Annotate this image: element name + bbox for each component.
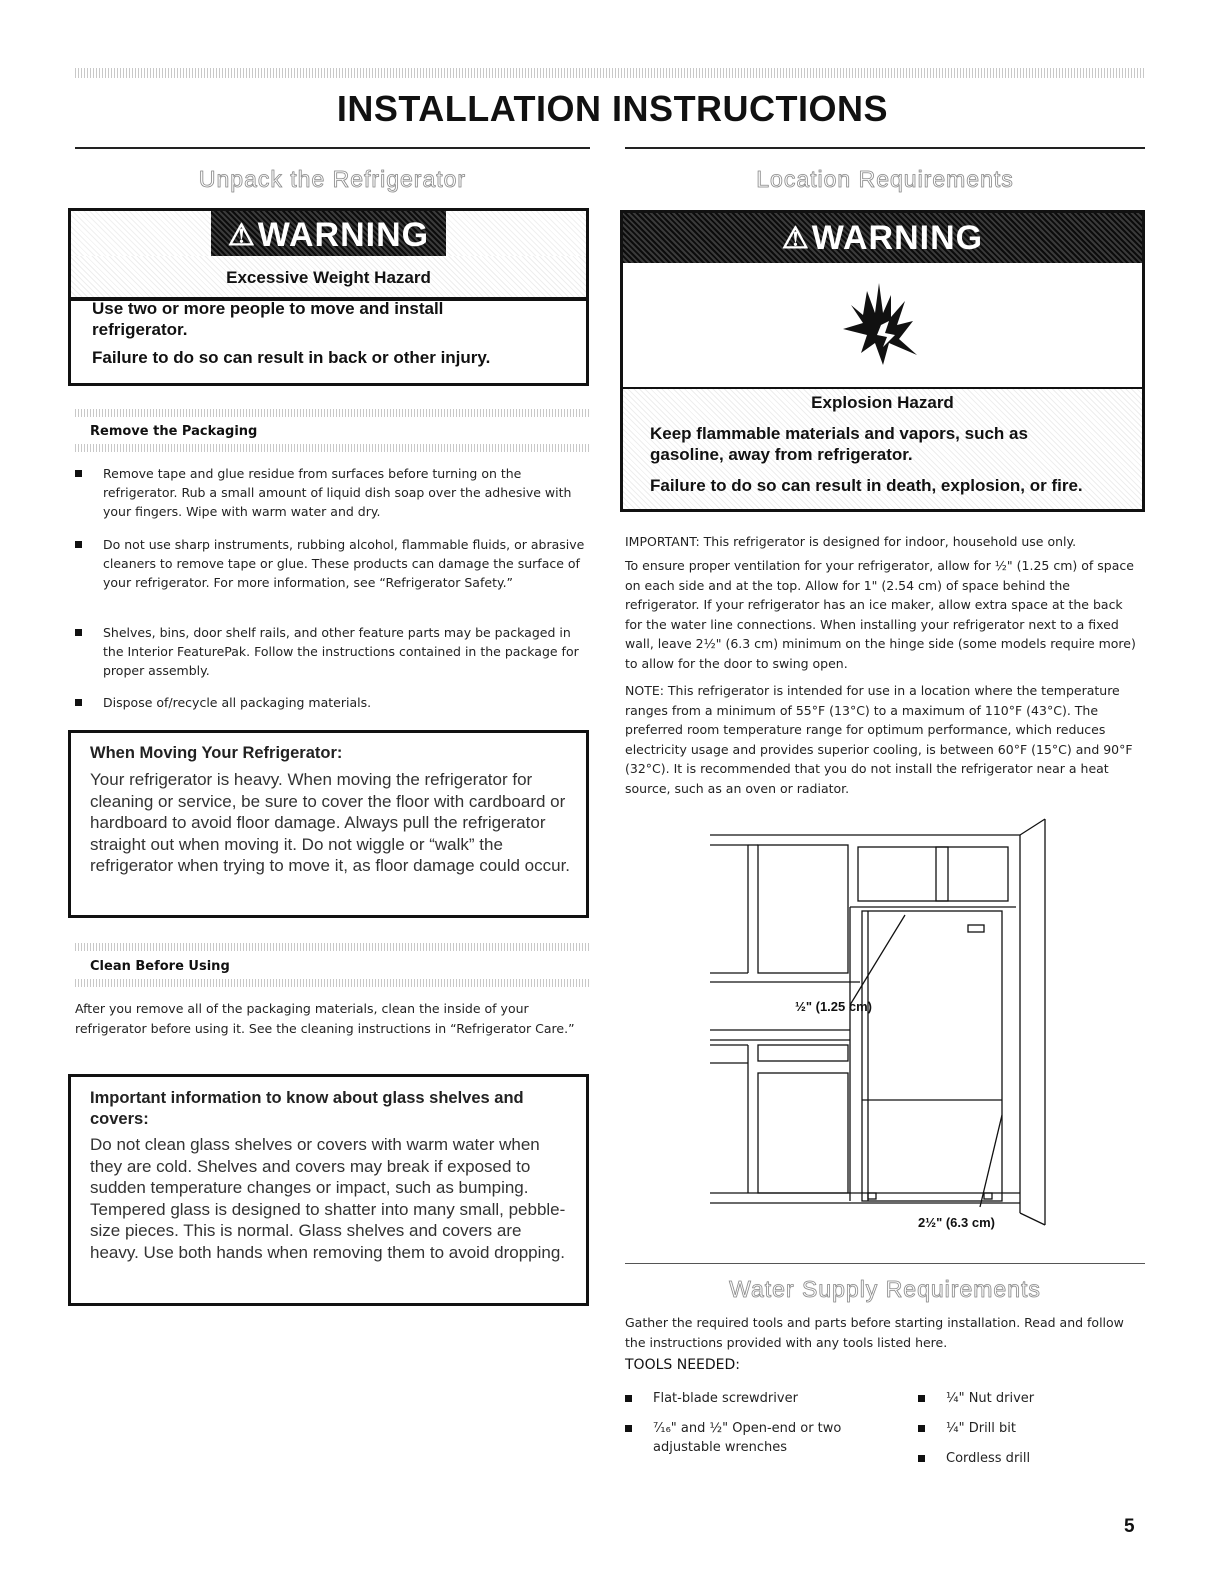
list-item xyxy=(625,1419,885,1459)
list-item xyxy=(75,464,590,522)
clean-band-bottom xyxy=(75,979,590,987)
tools-heading: TOOLS NEEDED: xyxy=(625,1357,741,1373)
explosion-hazard-title: Explosion Hazard xyxy=(811,393,954,412)
bullet-icon xyxy=(75,470,82,477)
weight-hazard-line1: Use two or more people to move and install refrigerator. xyxy=(92,299,444,339)
clean-heading: Clean Before Using xyxy=(90,959,230,974)
weight-hazard-title: Excessive Weight Hazard xyxy=(226,268,431,287)
bullet-icon xyxy=(918,1395,925,1402)
top-hatch-band xyxy=(75,68,1145,78)
bullet-icon xyxy=(625,1425,632,1432)
unpack-heading: Unpack the Refrigerator xyxy=(198,166,467,192)
warning-banner-text: WARNING xyxy=(811,218,984,257)
packaging-band-top xyxy=(75,409,590,417)
explosion-hazard-line2: Failure to do so can result in death, explosion, or fire. xyxy=(650,476,1083,495)
important-paragraph xyxy=(625,532,1145,552)
water-intro: Gather the required tools and parts before starting installation. Read and follow the instructions provided with any tools listed here. xyxy=(625,1315,1124,1350)
explosion-hazard-line1: Keep flammable materials and vapors, such as gasoline, away from refrigerator. xyxy=(650,424,1028,464)
explosion-warning-box xyxy=(620,210,1145,512)
bullet-icon xyxy=(75,629,82,636)
water-section-rule xyxy=(625,1263,1145,1264)
bullet-icon xyxy=(625,1395,632,1402)
moving-box-body: Your refrigerator is heavy. When moving the refrigerator for cleaning or service, be sure to cover the floor with cardboard or hardboard to avoid floor damage. Always pull the refrigerator straight out when moving it. Do not wiggle or “walk” the refrigerator when trying to move it, as floor damage could occur. xyxy=(90,770,571,875)
tool-name: Flat-blade screwdriver xyxy=(653,1391,798,1406)
bullet-icon xyxy=(75,541,82,548)
list-item xyxy=(918,1419,1138,1439)
right-section-rule xyxy=(625,147,1145,149)
packaging-band-bottom xyxy=(75,444,590,452)
location-heading: Location Requirements xyxy=(756,166,1014,192)
bullet-icon xyxy=(918,1425,925,1432)
moving-box-title: When Moving Your Refrigerator: xyxy=(90,744,343,762)
clean-band-top xyxy=(75,943,590,951)
list-item xyxy=(918,1449,1138,1469)
warning-triangle-icon: ⚠ xyxy=(781,221,810,255)
tool-name: ¼" Nut driver xyxy=(946,1391,1035,1406)
warning-banner-text: WARNING xyxy=(257,215,430,254)
explosion-icon-panel xyxy=(623,263,1142,389)
diagram-label-top: ½" (1.25 cm) xyxy=(795,999,872,1014)
list-item xyxy=(625,1389,885,1409)
glass-box-title: Important information to know about glass shelves and covers: xyxy=(90,1089,524,1128)
glass-box-body: Do not clean glass shelves or covers with warm water when they are cold. Shelves and covers may break if exposed to sudden temperature changes or impact, such as bumping. Tempered glass is designed to shatter into many small, pebble-size pieces. This is normal. Glass shelves and covers are heavy. Use both hands when removing them to avoid dropping. xyxy=(90,1135,566,1262)
warning-triangle-icon: ⚠ xyxy=(227,218,256,252)
list-item-text: Remove tape and glue residue from surfaces before turning on the refrigerator. Rub a small amount of liquid dish soap over the adhesive with your fingers. Wipe with warm water and dry. xyxy=(103,466,572,519)
water-heading: Water Supply Requirements xyxy=(729,1276,1041,1302)
tool-name: Cordless drill xyxy=(946,1451,1031,1466)
remove-packaging-heading: Remove the Packaging xyxy=(90,424,258,439)
clearance-diagram xyxy=(700,815,1060,1235)
list-item xyxy=(75,623,590,681)
warning-banner xyxy=(623,213,1142,263)
important-text: This refrigerator is designed for indoor, household use only. xyxy=(703,534,1077,549)
page-title: INSTALLATION INSTRUCTIONS xyxy=(336,88,889,129)
bullet-icon xyxy=(918,1455,925,1462)
list-item-text: Shelves, bins, door shelf rails, and other feature parts may be packaged in the Interior FeaturePak. Follow the instructions contained in the package for proper assembly. xyxy=(103,625,579,678)
left-section-rule xyxy=(75,147,590,149)
diagram-label-bottom: 2½" (6.3 cm) xyxy=(918,1215,995,1230)
note-label: NOTE: xyxy=(625,683,664,698)
list-item xyxy=(918,1389,1138,1409)
important-label: IMPORTANT: xyxy=(625,534,700,549)
tool-name: ⁷⁄₁₆" and ½" Open-end or two adjustable wrenches xyxy=(653,1421,842,1455)
list-item xyxy=(75,693,590,713)
weight-hazard-line2: Failure to do so can result in back or other injury. xyxy=(92,348,491,367)
list-item-text: Dispose of/recycle all packaging materials. xyxy=(103,695,372,710)
list-item xyxy=(75,535,590,593)
tool-name: ¼" Drill bit xyxy=(946,1421,1016,1436)
ventilation-paragraph: To ensure proper ventilation for your refrigerator, allow for ½" (1.25 cm) of space on each side and at the top. Allow for 1" (2.54 cm) of space behind the refrigerator. If your refrigerator has an ice maker, allow extra space at the back for the water line connections. When installing your refrigerator next to a fixed wall, leave 2½" (6.3 cm) minimum on the hinge side (some models require more) to allow for the door to swing open. xyxy=(625,558,1136,671)
clean-body: After you remove all of the packaging materials, clean the inside of your refrigerator before using it. See the cleaning instructions in “Refrigerator Care.” xyxy=(75,1001,575,1036)
note-text: This refrigerator is intended for use in a location where the temperature ranges from a minimum of 55°F (13°C) to a maximum of 110°F (43°C). The preferred room temperature range for optimum performance, which reduces electricity usage and provides superior cooling, is between 60°F (15°C) and 90°F (32°C). It is recommended that you do not install the refrigerator near a heat source, such as an oven or radiator. xyxy=(625,683,1133,796)
bullet-icon xyxy=(75,699,82,706)
page-number: 5 xyxy=(1124,1516,1135,1537)
note-paragraph xyxy=(625,681,1140,798)
explosion-icon xyxy=(833,273,923,373)
weight-warning-frame-full xyxy=(68,208,589,386)
list-item-text: Do not use sharp instruments, rubbing alcohol, flammable fluids, or abrasive cleaners to remove tape or glue. These products can damage the surface of your refrigerator. For more information, see “Refrigerator Safety.” xyxy=(103,537,585,590)
